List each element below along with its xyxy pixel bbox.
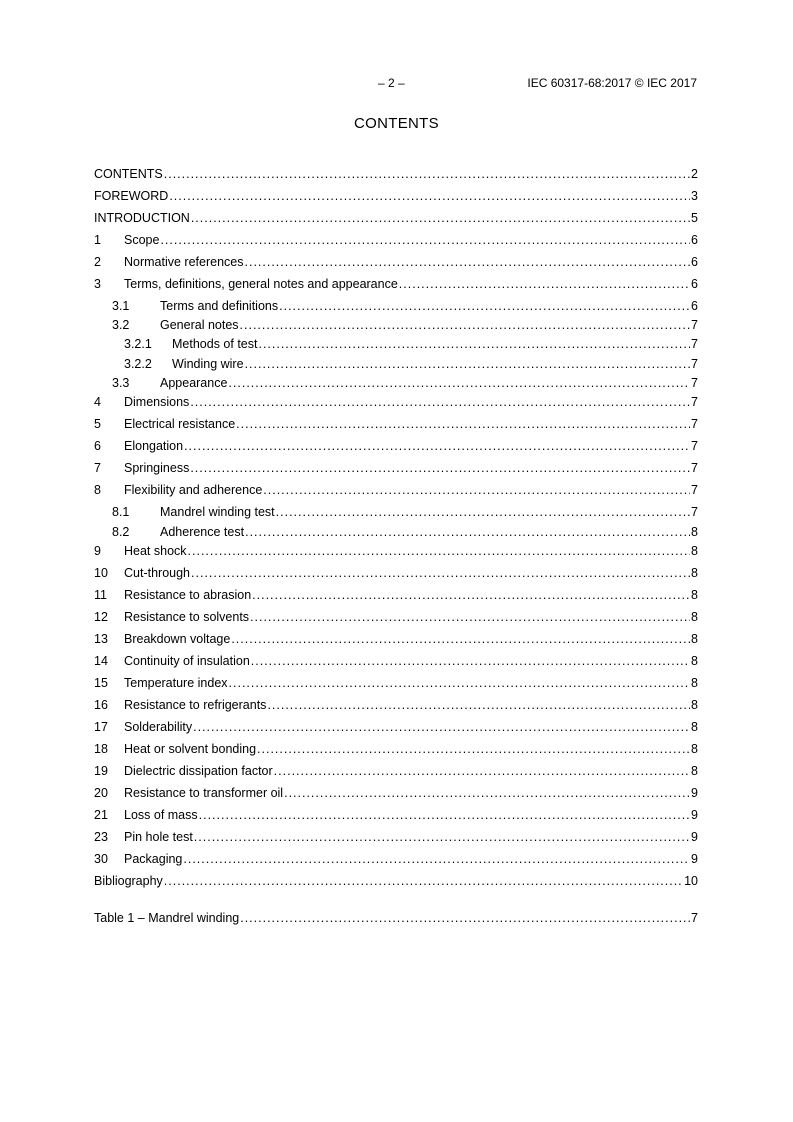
toc-entry[interactable] (94, 675, 698, 691)
dot-leader (160, 232, 690, 248)
toc-entry-label: Loss of mass (124, 808, 198, 822)
dot-leader (279, 298, 690, 314)
toc-entry-number: 8.1 (112, 505, 130, 519)
toc-entry-page: 8 (691, 632, 698, 646)
toc-entry-page: 9 (691, 852, 698, 866)
toc-entry-number: 30 (94, 852, 108, 866)
dot-leader (191, 565, 690, 581)
dot-leader (190, 460, 690, 476)
toc-entry-page: 7 (691, 461, 698, 475)
toc-entry-number: 5 (94, 417, 101, 431)
toc-entry-label: Terms, definitions, general notes and appearance (124, 277, 398, 291)
toc-entry-page: 9 (691, 808, 698, 822)
toc-entry-number: 10 (94, 566, 108, 580)
toc-entry[interactable] (94, 416, 698, 432)
toc-entry-page: 3 (691, 189, 698, 203)
toc-entry-label: FOREWORD (94, 189, 169, 203)
toc-entry[interactable] (94, 851, 698, 867)
dot-leader (399, 276, 690, 292)
toc-entry-label: Mandrel winding test (160, 505, 275, 519)
toc-entry-page: 8 (691, 676, 698, 690)
toc-entry[interactable] (94, 166, 698, 182)
toc-entry[interactable] (94, 785, 698, 801)
toc-entry[interactable] (94, 210, 698, 226)
dot-leader (183, 851, 690, 867)
toc-entry-page: 8 (691, 610, 698, 624)
toc-entry-page: 6 (691, 233, 698, 247)
toc-entry[interactable] (94, 829, 698, 845)
dot-leader (231, 631, 690, 647)
toc-entry-label: Heat or solvent bonding (124, 742, 257, 756)
toc-entry[interactable] (94, 719, 698, 735)
dot-leader (284, 785, 690, 801)
toc-entry[interactable] (94, 394, 698, 410)
toc-entry-label: Packaging (124, 852, 183, 866)
toc-entry[interactable] (94, 460, 698, 476)
dot-leader (267, 697, 690, 713)
toc-entry-page: 8 (691, 525, 698, 539)
toc-entry-label: Continuity of insulation (124, 654, 250, 668)
toc-entry-label: Solderability (124, 720, 193, 734)
toc-entry-label: INTRODUCTION (94, 211, 190, 225)
toc-entry-number: 15 (94, 676, 108, 690)
toc-entry-page: 9 (691, 786, 698, 800)
toc-entry[interactable] (94, 763, 698, 779)
toc-entry-label: Winding wire (172, 357, 244, 371)
dot-leader (184, 438, 690, 454)
toc-entry-label: Resistance to refrigerants (124, 698, 267, 712)
toc-entry-number: 12 (94, 610, 108, 624)
toc-entry-page: 10 (684, 874, 698, 888)
toc-entry-number: 23 (94, 830, 108, 844)
toc-entry-page: 7 (691, 337, 698, 351)
toc-entry[interactable] (94, 188, 698, 204)
toc-entry-number: 3.2.1 (124, 337, 152, 351)
toc-entry-number: 17 (94, 720, 108, 734)
dot-leader (191, 210, 690, 226)
toc-entry-page: 7 (691, 376, 698, 390)
toc-entry-label: Dielectric dissipation factor (124, 764, 273, 778)
toc-entry-page: 8 (691, 698, 698, 712)
toc-entry[interactable] (94, 565, 698, 581)
toc-entry-page: 8 (691, 654, 698, 668)
toc-entry-label: Dimensions (124, 395, 190, 409)
toc-entry-page: 7 (691, 505, 698, 519)
dot-leader (252, 587, 690, 603)
toc-entry[interactable] (94, 438, 698, 454)
toc-entry-page: 8 (691, 720, 698, 734)
toc-entry-label: Methods of test (172, 337, 258, 351)
toc-entry-number: 3.1 (112, 299, 130, 313)
toc-entry-number: 8.2 (112, 525, 130, 539)
dot-leader (169, 188, 690, 204)
dot-leader (164, 873, 683, 889)
toc-entry-number: 14 (94, 654, 108, 668)
toc-entry[interactable] (94, 317, 698, 333)
toc-entry-number: 21 (94, 808, 108, 822)
dot-leader (257, 741, 690, 757)
toc-entry[interactable] (94, 482, 698, 498)
dot-leader (229, 675, 691, 691)
toc-entry-number: 16 (94, 698, 108, 712)
toc-entry-label: Heat shock (124, 544, 187, 558)
page-number: – 2 – (378, 76, 405, 90)
toc-entry-label: Electrical resistance (124, 417, 236, 431)
toc-entry-label: Normative references (124, 255, 244, 269)
toc-entry-page: 7 (691, 318, 698, 332)
toc-entry[interactable] (94, 807, 698, 823)
toc-entry-number: 20 (94, 786, 108, 800)
toc-entry-label: Bibliography (94, 874, 163, 888)
dot-leader (228, 375, 690, 391)
dot-leader (258, 336, 690, 352)
dot-leader (194, 829, 690, 845)
dot-leader (190, 394, 690, 410)
toc-entry-label: Resistance to transformer oil (124, 786, 284, 800)
toc-entry-page: 8 (691, 764, 698, 778)
toc-entry[interactable] (94, 697, 698, 713)
toc-entry-number: 11 (94, 588, 107, 602)
toc-entry-label: Temperature index (124, 676, 228, 690)
toc-entry-label: Terms and definitions (160, 299, 279, 313)
toc-entry-number: 3.2.2 (124, 357, 152, 371)
toc-entry-page: 7 (691, 357, 698, 371)
toc-entry-page: 7 (691, 911, 698, 925)
toc-entry-number: 7 (94, 461, 101, 475)
toc-entry-page: 8 (691, 588, 698, 602)
toc-entry-number: 1 (94, 233, 101, 247)
dot-leader (245, 524, 690, 540)
toc-entry-label: Elongation (124, 439, 184, 453)
dot-leader (251, 653, 690, 669)
toc-entry-number: 6 (94, 439, 101, 453)
toc-entry[interactable] (94, 653, 698, 669)
dot-leader (240, 910, 690, 926)
toc-entry-page: 2 (691, 167, 698, 181)
toc-entry-page: 6 (691, 277, 698, 291)
dot-leader (199, 807, 690, 823)
toc-entry-label: Pin hole test (124, 830, 193, 844)
toc-entry-page: 7 (691, 483, 698, 497)
dot-leader (245, 356, 690, 372)
toc-entry-label: Adherence test (160, 525, 245, 539)
toc-entry-label: Appearance (160, 376, 228, 390)
toc-entry-page: 7 (691, 395, 698, 409)
toc-entry[interactable] (94, 609, 698, 625)
page-title: CONTENTS (354, 115, 439, 132)
toc-entry-label: Resistance to solvents (124, 610, 250, 624)
toc-entry[interactable] (94, 232, 698, 248)
toc-entry-page: 7 (691, 439, 698, 453)
toc-entry-number: 3.2 (112, 318, 130, 332)
toc-entry[interactable] (94, 504, 698, 520)
toc-entry-label: CONTENTS (94, 167, 163, 181)
dot-leader (240, 317, 691, 333)
toc-entry-page: 7 (691, 417, 698, 431)
dot-leader (193, 719, 690, 735)
toc-entry-page: 8 (691, 742, 698, 756)
toc-entry-page: 9 (691, 830, 698, 844)
toc-entry-number: 19 (94, 764, 108, 778)
toc-entry-number: 3 (94, 277, 101, 291)
toc-entry-label: Cut-through (124, 566, 191, 580)
toc-entry[interactable] (94, 254, 698, 270)
toc-entry[interactable] (94, 873, 698, 889)
toc-entry-label: Table 1 – Mandrel winding (94, 911, 240, 925)
document-id: IEC 60317-68:2017 © IEC 2017 (527, 76, 697, 90)
toc-entry[interactable] (94, 375, 698, 391)
toc-entry-label: Flexibility and adherence (124, 483, 263, 497)
dot-leader (250, 609, 690, 625)
toc-entry[interactable] (94, 356, 698, 372)
toc-entry-label: General notes (160, 318, 239, 332)
toc-entry-number: 3.3 (112, 376, 130, 390)
toc-entry[interactable] (94, 741, 698, 757)
table-list-entry[interactable] (94, 910, 698, 926)
toc-entry[interactable] (94, 524, 698, 540)
toc-entry[interactable] (94, 336, 698, 352)
toc-entry[interactable] (94, 587, 698, 603)
toc-entry-number: 13 (94, 632, 108, 646)
dot-leader (236, 416, 690, 432)
toc-entry[interactable] (94, 631, 698, 647)
toc-entry-page: 5 (691, 211, 698, 225)
toc-entry-number: 2 (94, 255, 101, 269)
toc-entry-number: 9 (94, 544, 101, 558)
toc-entry[interactable] (94, 276, 698, 292)
toc-entry[interactable] (94, 298, 698, 314)
page-header (0, 76, 793, 92)
toc-entry-page: 8 (691, 544, 698, 558)
dot-leader (276, 504, 690, 520)
toc-entry-label: Resistance to abrasion (124, 588, 252, 602)
toc-entry-page: 8 (691, 566, 698, 580)
dot-leader (263, 482, 690, 498)
toc-entry-label: Breakdown voltage (124, 632, 231, 646)
toc-entry-number: 4 (94, 395, 101, 409)
toc-entry[interactable] (94, 543, 698, 559)
toc-entry-page: 6 (691, 299, 698, 313)
toc-entry-page: 6 (691, 255, 698, 269)
toc-entry-number: 18 (94, 742, 108, 756)
dot-leader (245, 254, 691, 270)
toc-entry-label: Scope (124, 233, 160, 247)
dot-leader (274, 763, 690, 779)
dot-leader (164, 166, 690, 182)
toc-entry-label: Springiness (124, 461, 190, 475)
toc-entry-number: 8 (94, 483, 101, 497)
dot-leader (188, 543, 691, 559)
